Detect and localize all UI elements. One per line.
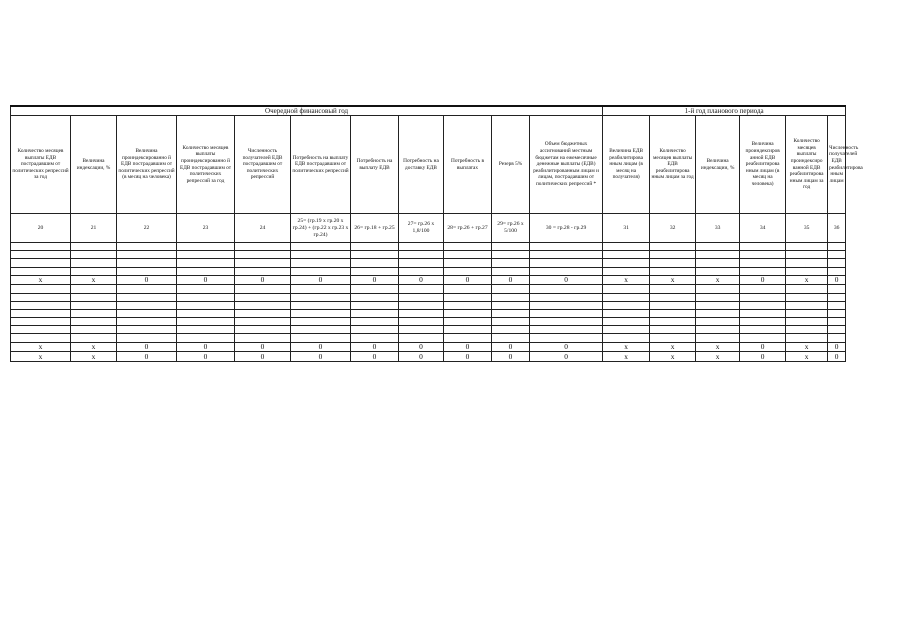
cell: 0 xyxy=(444,342,492,352)
empty-row xyxy=(11,309,846,317)
group-header-row xyxy=(11,106,846,116)
cell: 0 xyxy=(235,342,291,352)
cell: х xyxy=(603,352,650,362)
cell: 0 xyxy=(492,275,530,285)
cell: х xyxy=(11,352,71,362)
column-header: Величина ЕДВ реабилитирова нным лицам (в месяц на получателя) xyxy=(603,116,650,214)
cell: 0 xyxy=(444,275,492,285)
total-row xyxy=(11,352,846,362)
cell: 0 xyxy=(117,275,177,285)
column-header: Количество месяцев выплаты ЕДВ пострадавшим от политических репрессий за год xyxy=(11,116,71,214)
cell: 0 xyxy=(492,352,530,362)
column-number: 23 xyxy=(177,214,235,243)
column-number: 31 xyxy=(603,214,650,243)
group-plan-year-1: 1-й год планового периода xyxy=(603,106,846,116)
cell: х xyxy=(650,342,696,352)
cell: 0 xyxy=(828,352,846,362)
column-header: Потребность в выплатах xyxy=(444,116,492,214)
cell: 0 xyxy=(351,275,399,285)
cell: 0 xyxy=(351,352,399,362)
cell: 0 xyxy=(530,352,603,362)
cell: 0 xyxy=(399,352,444,362)
cell: х xyxy=(603,275,650,285)
cell: 0 xyxy=(530,342,603,352)
cell: 0 xyxy=(235,352,291,362)
cell: х xyxy=(786,275,828,285)
budget-table xyxy=(10,105,863,362)
cell: 0 xyxy=(828,342,846,352)
empty-row xyxy=(11,318,846,326)
empty-row xyxy=(11,334,846,342)
cell: 0 xyxy=(177,342,235,352)
cell: 0 xyxy=(740,352,786,362)
cell: 0 xyxy=(177,275,235,285)
column-header: Величина индексации, % xyxy=(71,116,117,214)
empty-row xyxy=(11,259,846,267)
cell: х xyxy=(650,275,696,285)
column-formula: 28= гр.26 + гр.27 xyxy=(444,214,492,243)
empty-row xyxy=(11,301,846,309)
column-header: Количество месяцев выплаты ЕДВ реабилитирова нным лицам за год xyxy=(650,116,696,214)
column-header: Потребность на выплату ЕДВ пострадавшим от политических репрессий xyxy=(291,116,351,214)
column-header: Величина индексации, % xyxy=(696,116,740,214)
cell: 0 xyxy=(530,275,603,285)
cell: 0 xyxy=(828,275,846,285)
cell: х xyxy=(603,342,650,352)
column-header: Объем бюджетных ассигнований местным бюджетам на ежемесячные денежные выплаты (ЕДВ) реабилитированным лицам и лицам, пострадавшим от политических репрессий * xyxy=(530,116,603,214)
column-number: 34 xyxy=(740,214,786,243)
cell: х xyxy=(71,352,117,362)
column-formula: 29= гр.26 х 5/100 xyxy=(492,214,530,243)
cell: х xyxy=(696,342,740,352)
empty-row xyxy=(11,243,846,251)
cell: х xyxy=(650,352,696,362)
cell: х xyxy=(71,275,117,285)
cell: х xyxy=(696,275,740,285)
column-header: Потребность на выплату ЕДВ xyxy=(351,116,399,214)
empty-row xyxy=(11,293,846,301)
empty-row xyxy=(11,251,846,259)
column-number: 36 xyxy=(828,214,846,243)
cell: х xyxy=(696,352,740,362)
cell: х xyxy=(11,342,71,352)
cell: 0 xyxy=(399,275,444,285)
column-header: Величина проиндексированно й ЕДВ пострадавшим от политических репрессий (в месяц на человека) xyxy=(117,116,177,214)
column-header: Количество месяцев выплаты проиндексированно й ЕДВ пострадавшим от политических репрессий за год xyxy=(177,116,235,214)
cell: 0 xyxy=(740,275,786,285)
column-header: Численность получателей ЕДВ пострадавшим от политических репрессий xyxy=(235,116,291,214)
column-number: 32 xyxy=(650,214,696,243)
cell: 0 xyxy=(291,342,351,352)
empty-row xyxy=(11,267,846,275)
cell: 0 xyxy=(399,342,444,352)
cell: 0 xyxy=(351,342,399,352)
cell: х xyxy=(786,342,828,352)
column-formula: 25= (гр.19 х гр.20 х гр.24) + (гр.22 х гр.23 х гр.24) xyxy=(291,214,351,243)
cell: 0 xyxy=(291,275,351,285)
column-header: Количество месяцев выплаты проиндексиро ванной ЕДВ реабилитирова нным лицам за год xyxy=(786,116,828,214)
column-number: 35 xyxy=(786,214,828,243)
cell: 0 xyxy=(117,352,177,362)
cell: 0 xyxy=(291,352,351,362)
subtotal-row xyxy=(11,342,846,352)
empty-row xyxy=(11,285,846,293)
column-number-row xyxy=(11,214,846,243)
subtotal-row xyxy=(11,275,846,285)
column-number: 24 xyxy=(235,214,291,243)
column-number: 21 xyxy=(71,214,117,243)
column-number: 20 xyxy=(11,214,71,243)
column-header: Резерв 5% xyxy=(492,116,530,214)
cell: х xyxy=(786,352,828,362)
column-formula: 27= гр.26 х 1,8/100 xyxy=(399,214,444,243)
column-formula: 30 = гр.28 - гр.29 xyxy=(530,214,603,243)
cell: 0 xyxy=(235,275,291,285)
cell: х xyxy=(71,342,117,352)
column-header-row xyxy=(11,116,846,214)
cell: 0 xyxy=(444,352,492,362)
cell: 0 xyxy=(492,342,530,352)
cell: 0 xyxy=(117,342,177,352)
column-formula: 26= гр.18 + гр.25 xyxy=(351,214,399,243)
group-current-year: Очередной финансовый год xyxy=(11,106,603,116)
column-header: Численность получателей ЕДВ реабилитирова нным лицам xyxy=(828,116,846,214)
column-header: Потребность на доставку ЕДВ xyxy=(399,116,444,214)
column-header: Величина проиндексиров анной ЕДВ реабилитирова нным лицам (в месяц на человека) xyxy=(740,116,786,214)
cell: 0 xyxy=(740,342,786,352)
cell: 0 xyxy=(177,352,235,362)
column-number: 22 xyxy=(117,214,177,243)
empty-row xyxy=(11,326,846,334)
cell: х xyxy=(11,275,71,285)
column-number: 33 xyxy=(696,214,740,243)
